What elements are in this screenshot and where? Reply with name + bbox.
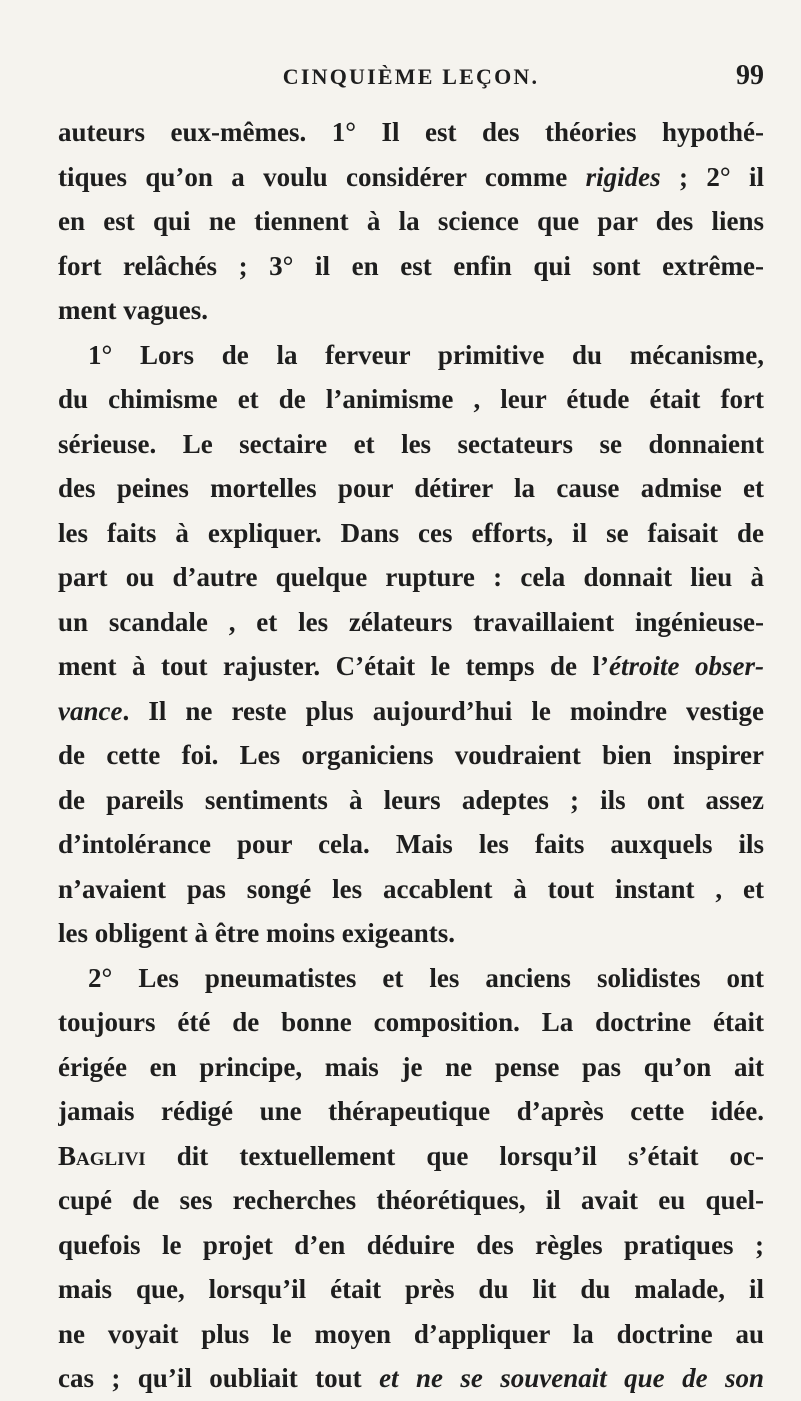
text-line: sérieuse. Le sectaire et les sectateurs se donnaient [58,428,764,459]
text-line: des peines mortelles pour détirer la cause admise et [58,473,764,503]
text-line: de pareils sentiments à leurs adeptes ; ils ont assez [58,784,764,815]
text-line: érigée en principe, mais je ne pense pas qu’on ait [58,1051,764,1082]
text-line: ment à tout rajuster. C’était le temps de l’étroite obser- [58,651,764,681]
text-line: 2° Les pneumatistes et les anciens solidistes ont [88,962,764,993]
text-line: ment vagues. [58,295,208,325]
text-line: auteurs eux-mêmes. 1° Il est des théories hypothé- [58,117,764,147]
text-line: Baglivi dit textuellement que lorsqu’il s’était oc- [58,1140,764,1171]
text-line: les obligent à être moins exigeants. [58,918,455,948]
text-line: en est qui ne tiennent à la science que par des liens [58,206,764,236]
running-head: CINQUIÈME LEÇON. [282,64,540,89]
text-line: d’intolérance pour cela. Mais les faits auxquels ils [58,829,764,859]
text-line: un scandale , et les zélateurs travaillaient ingénieuse- [58,606,764,637]
text-line: part ou d’autre quelque rupture : cela donnait lieu à [58,562,764,592]
text-line: tiques qu’on a voulu considérer comme rigides ; 2° il [58,161,764,192]
text-line: n’avaient pas songé les accablent à tout instant , et [58,873,764,904]
text-line: mais que, lorsqu’il était près du lit du malade, il [58,1274,764,1304]
text-line: du chimisme et de l’animisme , leur étude était fort [58,384,764,414]
text-line: les faits à expliquer. Dans ces efforts, il se faisait de [58,517,764,548]
body-text [58,110,764,1401]
text-line: quefois le projet d’en déduire des règles pratiques ; [58,1229,764,1260]
text-line: de cette foi. Les organiciens voudraient bien inspirer [58,740,764,770]
text-line: cas ; qu’il oubliait tout et ne se souvenait que de son [58,1363,764,1393]
text-line: fort relâchés ; 3° il en est enfin qui sont extrême- [58,250,764,281]
text-line: 1° Lors de la ferveur primitive du mécanisme, [88,339,764,370]
text-line: toujours été de bonne composition. La doctrine était [58,1007,764,1037]
text-line: vance. Il ne reste plus aujourd’hui le moindre vestige [58,695,764,726]
page-header [58,60,764,100]
text-line: cupé de ses recherches théorétiques, il avait eu quel- [58,1185,764,1215]
text-line: jamais rédigé une thérapeutique d’après cette idée. [58,1096,764,1126]
text-line: ne voyait plus le moyen d’appliquer la doctrine au [58,1318,764,1349]
page-number: 99 [736,60,764,91]
